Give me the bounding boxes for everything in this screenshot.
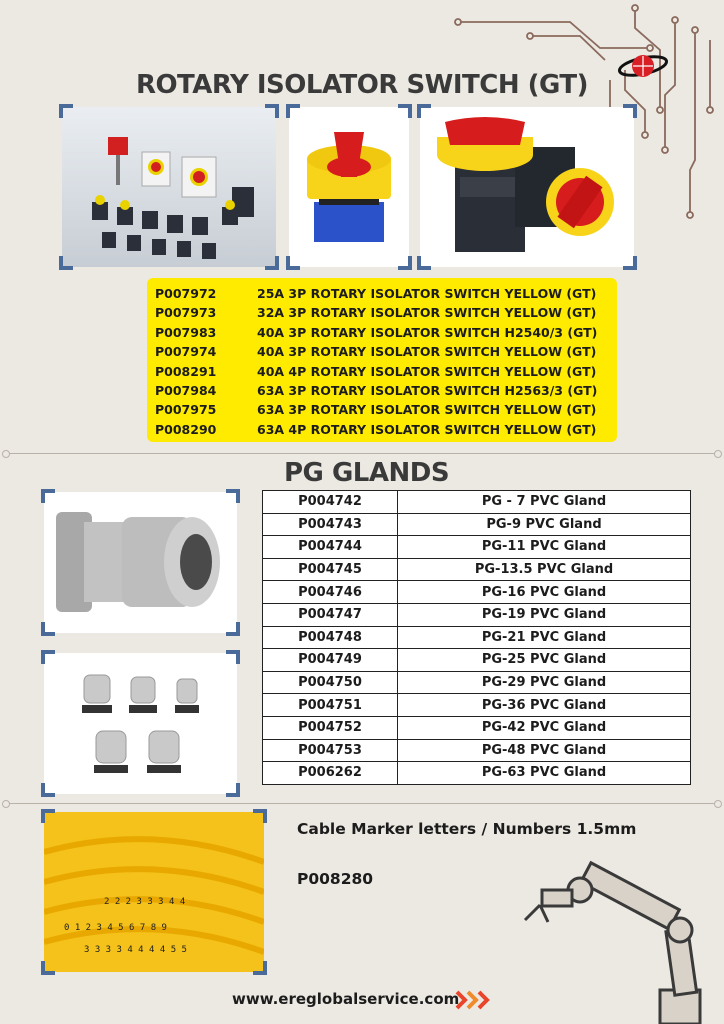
- product-code: P006262: [263, 762, 398, 785]
- product-code: P008290: [155, 421, 217, 437]
- section-divider: [4, 803, 720, 804]
- svg-text:3 3 3 3 4 4 4 4 5 5: 3 3 3 3 4 4 4 4 5 5: [84, 945, 187, 955]
- pg-gland-table: [262, 490, 691, 785]
- product-description: PG-25 PVC Gland: [398, 649, 691, 672]
- product-description: PG-48 PVC Gland: [398, 739, 691, 762]
- product-code: P007972: [155, 286, 217, 301]
- rotary-switch-blue-image: [289, 107, 409, 267]
- pg-gland-large-image: [44, 492, 237, 633]
- forward-arrows-icon: [455, 990, 493, 1010]
- product-description: PG-11 PVC Gland: [398, 536, 691, 559]
- cable-marker-code: P008280: [297, 870, 374, 888]
- product-description: PG-36 PVC Gland: [398, 694, 691, 717]
- rotary-list-item: [155, 284, 596, 303]
- product-code: P007975: [155, 402, 217, 418]
- product-code: P004752: [263, 716, 398, 739]
- rotary-list-item: [155, 342, 596, 361]
- product-code: P004751: [263, 694, 398, 717]
- product-description: 25A 3P ROTARY ISOLATOR SWITCH YELLOW (GT): [257, 286, 597, 301]
- product-description: PG-19 PVC Gland: [398, 603, 691, 626]
- product-description: PG-9 PVC Gland: [398, 513, 691, 536]
- product-code: P004750: [263, 671, 398, 694]
- product-description: PG-42 PVC Gland: [398, 716, 691, 739]
- table-row: [263, 491, 691, 514]
- product-code: P007973: [155, 305, 217, 321]
- table-row: [263, 649, 691, 672]
- product-code: P007983: [155, 324, 217, 340]
- svg-text:0 1 2 3 4 5 6 7 8 9: 0 1 2 3 4 5 6 7 8 9: [64, 923, 167, 933]
- table-row: [263, 513, 691, 536]
- product-code: P004744: [263, 536, 398, 559]
- product-description: 63A 4P ROTARY ISOLATOR SWITCH YELLOW (GT): [257, 421, 597, 437]
- product-code: P004745: [263, 558, 398, 581]
- cable-marker-image: [44, 812, 264, 972]
- rotary-list-item: [155, 381, 597, 400]
- product-description: PG-16 PVC Gland: [398, 581, 691, 604]
- product-description: 40A 3P ROTARY ISOLATOR SWITCH H2540/3 (GT): [257, 324, 598, 340]
- product-code: P004747: [263, 603, 398, 626]
- rotary-list-item: [155, 362, 596, 381]
- product-description: PG-29 PVC Gland: [398, 671, 691, 694]
- table-row: [263, 581, 691, 604]
- product-code: P004746: [263, 581, 398, 604]
- product-description: PG-13.5 PVC Gland: [398, 558, 691, 581]
- product-code: P004749: [263, 649, 398, 672]
- table-row: [263, 694, 691, 717]
- table-row: [263, 762, 691, 785]
- table-row: [263, 558, 691, 581]
- rotary-list-item: [155, 400, 596, 419]
- table-row: [263, 671, 691, 694]
- table-row: [263, 626, 691, 649]
- table-row: [263, 739, 691, 762]
- section-divider: [4, 453, 720, 454]
- product-code: P004748: [263, 626, 398, 649]
- svg-text:2 2 2 3 3 3 4 4: 2 2 2 3 3 3 4 4: [104, 897, 186, 907]
- product-code: P007974: [155, 344, 217, 360]
- rotary-list-item: [155, 303, 596, 322]
- product-description: 63A 3P ROTARY ISOLATOR SWITCH YELLOW (GT): [257, 402, 597, 418]
- table-row: [263, 536, 691, 559]
- rotary-switch-pair-image: [420, 107, 634, 267]
- product-description: 40A 3P ROTARY ISOLATOR SWITCH YELLOW (GT): [257, 344, 597, 360]
- product-description: 40A 4P ROTARY ISOLATOR SWITCH YELLOW (GT): [257, 363, 597, 379]
- robot-arm-icon: [520, 860, 720, 1024]
- rotary-list-item: [155, 420, 596, 439]
- product-description: PG-21 PVC Gland: [398, 626, 691, 649]
- rotary-switch-group-image: [62, 107, 276, 267]
- product-description: PG - 7 PVC Gland: [398, 491, 691, 514]
- rotary-product-list: [147, 278, 617, 442]
- cable-marker-title: Cable Marker letters / Numbers 1.5mm: [297, 820, 637, 838]
- table-row: [263, 603, 691, 626]
- product-code: P004753: [263, 739, 398, 762]
- rotary-section-title: ROTARY ISOLATOR SWITCH (GT): [135, 70, 589, 100]
- product-description: 63A 3P ROTARY ISOLATOR SWITCH H2563/3 (GT): [257, 383, 598, 398]
- product-code: P008291: [155, 363, 217, 379]
- product-description: PG-63 PVC Gland: [398, 762, 691, 785]
- table-row: [263, 716, 691, 739]
- product-description: 32A 3P ROTARY ISOLATOR SWITCH YELLOW (GT): [257, 305, 597, 321]
- pg-section-title: PG GLANDS: [284, 458, 450, 488]
- product-code: P007984: [155, 383, 217, 398]
- rotary-list-item: [155, 323, 597, 342]
- product-code: P004742: [263, 491, 398, 514]
- pg-gland-set-image: [44, 653, 237, 794]
- product-code: P004743: [263, 513, 398, 536]
- footer-website-link[interactable]: www.ereglobalservice.com: [232, 990, 460, 1008]
